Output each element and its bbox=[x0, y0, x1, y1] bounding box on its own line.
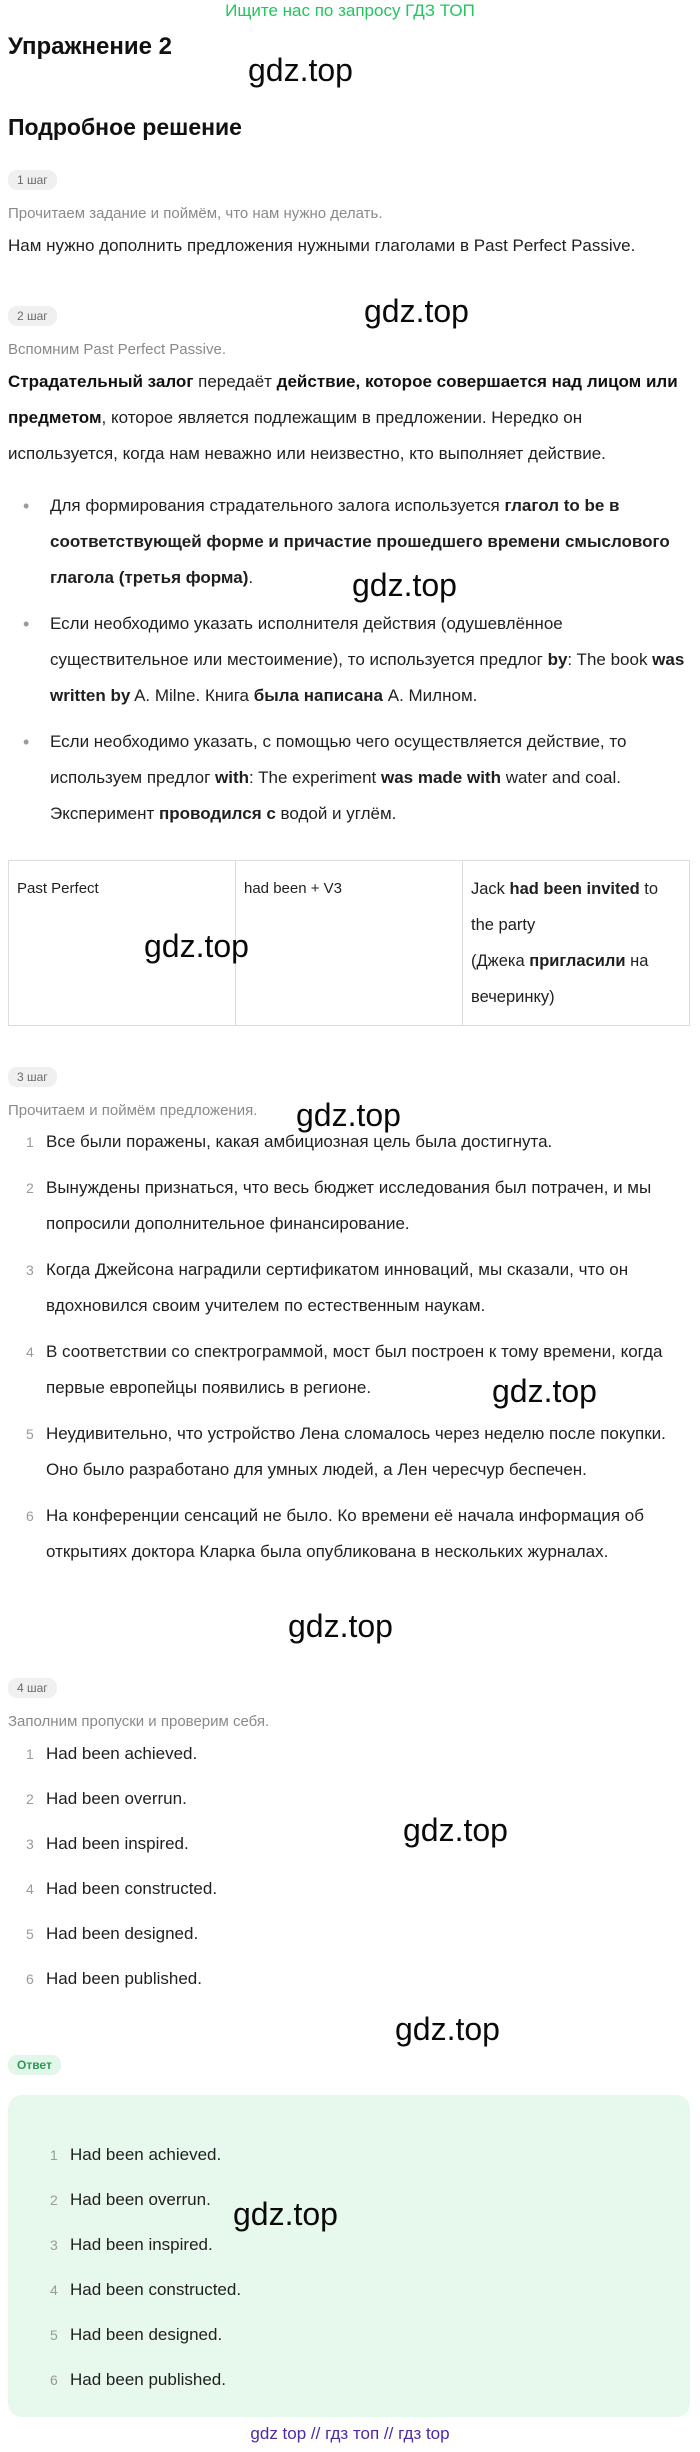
list-item: 2 Had been overrun. bbox=[50, 2190, 211, 2209]
answer-box bbox=[8, 2095, 690, 2417]
list-item: 1 Все были поражены, какая амбициозная цель была достигнута. bbox=[26, 1132, 553, 1151]
list-item: 6 Had been published. bbox=[50, 2370, 226, 2389]
watermark: gdz.top bbox=[233, 2196, 338, 2232]
answer-list bbox=[32, 2137, 241, 2407]
list-item: 2 Had been overrun. bbox=[26, 1789, 187, 1808]
watermark: gdz.top bbox=[296, 1097, 401, 1133]
list-item: 6 На конференции сенсаций не было. Ко времени её начала информация об открытиях доктора Кларка была опубликована в нескольких журналах. bbox=[26, 1506, 644, 1561]
list-item: 3 Had been inspired. bbox=[50, 2235, 213, 2254]
watermark: gdz.top bbox=[403, 1812, 508, 1848]
table-cell: Past Perfect bbox=[9, 861, 236, 1026]
list-item: 5 Had been designed. bbox=[50, 2325, 223, 2344]
watermark: gdz.top bbox=[395, 2011, 500, 2047]
step-badge: 1 шаг bbox=[8, 170, 57, 190]
search-hint-link[interactable]: Ищите нас по запросу ГДЗ ТОП bbox=[225, 1, 475, 20]
step-hint: Прочитаем и поймём предложения. bbox=[8, 1102, 258, 1119]
list-item: 3 Когда Джейсона наградили сертификатом инноваций, мы сказали, что он вдохновился своим учителем по естественным наукам. bbox=[26, 1260, 629, 1315]
list-item: 6 Had been published. bbox=[26, 1969, 202, 1988]
step-badge: 2 шаг bbox=[8, 306, 57, 326]
table-cell: Jack had been invited to the party (Джека пригласили на вечеринку) bbox=[463, 861, 690, 1026]
rule-item: • Если необходимо указать исполнителя действия (одушевлённое существительное или местоимение), то используется предлог by: The book was written by A. Milne. Книга была написана А. Милном. bbox=[8, 606, 688, 714]
page-title: Упражнение 2 bbox=[8, 33, 172, 60]
watermark: gdz.top bbox=[492, 1373, 597, 1409]
list-item: 4 В соответствии со спектрограммой, мост был построен к тому времени, когда первые европейцы появились в регионе. bbox=[26, 1342, 663, 1397]
step-hint: Заполним пропуски и проверим себя. bbox=[8, 1713, 270, 1730]
step-badge: 4 шаг bbox=[8, 1678, 57, 1698]
list-item: 1 Had been achieved. bbox=[50, 2145, 222, 2164]
grammar-table bbox=[8, 860, 690, 1026]
table-row bbox=[9, 861, 690, 1026]
step-hint: Прочитаем задание и поймём, что нам нужно делать. bbox=[8, 205, 383, 222]
rule-item: • Для формирования страдательного залога используется глагол to be в соответствующей форме и причастие прошедшего времени смыслового глагола (третья форма). bbox=[8, 488, 688, 596]
list-item: 3 Had been inspired. bbox=[26, 1834, 189, 1853]
watermark: gdz.top bbox=[248, 52, 353, 88]
table-cell: had been + V3 bbox=[236, 861, 463, 1026]
list-item: 2 Вынуждены признаться, что весь бюджет исследования был потрачен, и мы попросили дополнительное финансирование. bbox=[26, 1178, 652, 1233]
footer-links[interactable]: gdz top // гдз топ // гдз top bbox=[250, 2424, 450, 2443]
sentence-list bbox=[8, 1124, 692, 1580]
watermark: gdz.top bbox=[364, 293, 469, 329]
list-item: 5 Неудивительно, что устройство Лена сломалось через неделю после покупки. Оно было разработано для умных людей, а Лен чересчур беспечен. bbox=[26, 1424, 666, 1479]
answer-badge: Ответ bbox=[8, 2055, 61, 2075]
step-text: Нам нужно дополнить предложения нужными глаголами в Past Perfect Passive. bbox=[8, 236, 636, 255]
step-badge: 3 шаг bbox=[8, 1067, 57, 1087]
rule-list bbox=[8, 488, 688, 842]
rule-item: • Если необходимо указать, с помощью чего осуществляется действие, то используем предлог with: The experiment was made with water and coal. Эксперимент проводился с водой и углём. bbox=[8, 724, 688, 832]
watermark: gdz.top bbox=[144, 928, 249, 964]
watermark: gdz.top bbox=[288, 1608, 393, 1644]
filled-answers-list bbox=[8, 1736, 217, 2006]
list-item: 4 Had been constructed. bbox=[50, 2280, 242, 2299]
list-item: 4 Had been constructed. bbox=[26, 1879, 218, 1898]
list-item: 1 Had been achieved. bbox=[26, 1744, 198, 1763]
list-item: 5 Had been designed. bbox=[26, 1924, 199, 1943]
section-title: Подробное решение bbox=[8, 114, 242, 140]
watermark: gdz.top bbox=[352, 567, 457, 603]
step-hint: Вспомним Past Perfect Passive. bbox=[8, 341, 226, 358]
theory-paragraph: Страдательный залог передаёт действие, которое совершается над лицом или предметом, которое является подлежащим в предложении. Нередко он используется, когда нам неважно или неизвестно, кто выполняет действие. bbox=[8, 372, 678, 463]
